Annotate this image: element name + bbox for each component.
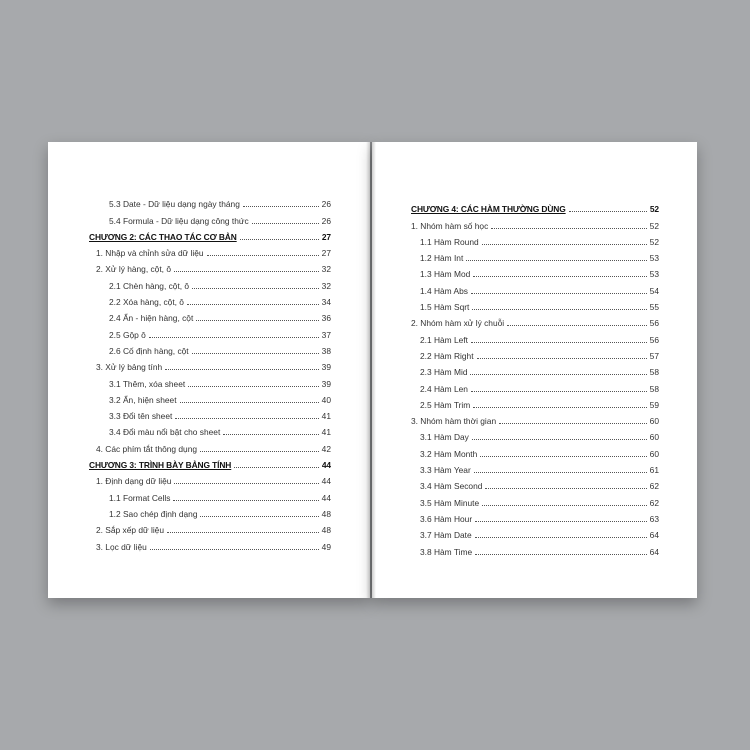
dot-leader — [207, 254, 319, 256]
toc-entry-title: 3.1 Hàm Day — [420, 432, 469, 443]
toc-entry — [372, 442, 697, 458]
toc-entry — [48, 421, 370, 437]
toc-entry-title: 1.4 Hàm Abs — [420, 285, 468, 296]
dot-leader — [499, 422, 647, 424]
dot-leader — [480, 455, 646, 457]
dot-leader — [174, 482, 318, 484]
toc-entry — [48, 519, 370, 535]
toc-entry-page-number: 64 — [649, 546, 659, 557]
toc-entry-title: 3.4 Đổi màu nổi bật cho sheet — [109, 427, 221, 438]
toc-entry-page-number: 56 — [649, 334, 659, 345]
toc-entry-page-number: 26 — [321, 199, 331, 210]
dot-leader — [243, 205, 319, 207]
left-page — [48, 142, 370, 598]
toc-entry — [48, 209, 370, 225]
toc-entry — [48, 274, 370, 290]
dot-leader — [482, 504, 647, 506]
toc-entry — [372, 263, 697, 279]
dot-leader — [472, 308, 646, 310]
toc-entry-title: 2.1 Chèn hàng, cột, ô — [109, 280, 190, 291]
toc-entry-title: 1.1 Hàm Round — [420, 236, 479, 247]
dot-leader — [192, 287, 319, 289]
toc-entry-title: 3.2 Ẩn, hiện sheet — [109, 394, 177, 405]
toc-entry-page-number: 57 — [649, 350, 659, 361]
toc-entry-title: 3.2 Hàm Month — [420, 448, 478, 459]
table-of-contents-right — [372, 198, 697, 557]
toc-entry-page-number: 59 — [649, 399, 659, 410]
dot-leader — [472, 438, 647, 440]
dot-leader — [485, 487, 646, 489]
toc-entry-title: 2. Nhóm hàm xử lý chuỗi — [411, 318, 505, 329]
toc-entry — [372, 491, 697, 507]
toc-entry-title: 3. Lọc dữ liệu — [96, 541, 147, 552]
toc-entry-title: 1. Nhập và chỉnh sửa dữ liệu — [96, 248, 204, 259]
toc-entry-title: 3. Xử lý bảng tính — [96, 362, 163, 373]
table-of-contents-left — [48, 193, 370, 552]
dot-leader — [149, 336, 319, 338]
dot-leader — [473, 275, 646, 277]
toc-entry — [372, 214, 697, 230]
toc-entry-title: CHƯƠNG 2: CÁC THAO TÁC CƠ BẢN — [89, 231, 237, 242]
toc-entry-page-number: 58 — [649, 383, 659, 394]
toc-entry-page-number: 58 — [649, 367, 659, 378]
dot-leader — [471, 292, 647, 294]
toc-entry — [372, 328, 697, 344]
toc-chapter-heading — [48, 454, 370, 470]
toc-entry-page-number: 52 — [649, 220, 659, 231]
toc-entry-title: 2.5 Hàm Trim — [420, 399, 471, 410]
toc-entry-page-number: 44 — [321, 492, 331, 503]
toc-entry-page-number: 27 — [321, 248, 331, 259]
toc-entry — [48, 405, 370, 421]
right-page — [372, 142, 697, 598]
toc-entry — [372, 377, 697, 393]
toc-chapter-heading — [48, 226, 370, 242]
toc-entry — [372, 475, 697, 491]
toc-entry — [48, 242, 370, 258]
toc-entry-title: 2.4 Ẩn - hiện hàng, cột — [109, 313, 194, 324]
toc-entry-title: 2.3 Hàm Mid — [420, 367, 468, 378]
dot-leader — [188, 385, 318, 387]
toc-entry — [48, 307, 370, 323]
toc-entry-page-number: 41 — [321, 411, 331, 422]
toc-entry — [48, 372, 370, 388]
toc-entry — [372, 508, 697, 524]
dot-leader — [507, 324, 647, 326]
dot-leader — [200, 515, 318, 517]
dot-leader — [471, 341, 647, 343]
dot-leader — [165, 368, 319, 370]
dot-leader — [569, 210, 647, 212]
dot-leader — [234, 466, 319, 468]
toc-entry — [372, 361, 697, 377]
toc-entry-page-number: 53 — [649, 253, 659, 264]
dot-leader — [471, 390, 647, 392]
toc-entry — [48, 291, 370, 307]
toc-entry-page-number: 56 — [649, 318, 659, 329]
toc-entry — [372, 394, 697, 410]
toc-entry-title: 3.3 Hàm Year — [420, 465, 471, 476]
toc-entry — [372, 279, 697, 295]
toc-entry-title: 2.6 Cố định hàng, cột — [109, 345, 189, 356]
toc-chapter-heading — [372, 198, 697, 214]
toc-entry — [372, 524, 697, 540]
dot-leader — [473, 406, 646, 408]
toc-entry-title: 2.5 Gộp ô — [109, 329, 146, 340]
toc-entry-page-number: 49 — [321, 541, 331, 552]
toc-entry-title: 3.4 Hàm Second — [420, 481, 483, 492]
toc-entry-page-number: 48 — [321, 525, 331, 536]
toc-entry-page-number: 39 — [321, 378, 331, 389]
toc-entry-page-number: 38 — [321, 345, 331, 356]
toc-entry-page-number: 52 — [649, 236, 659, 247]
dot-leader — [475, 553, 647, 555]
toc-entry — [48, 258, 370, 274]
toc-entry-page-number: 53 — [649, 269, 659, 280]
dot-leader — [475, 536, 647, 538]
dot-leader — [167, 531, 319, 533]
toc-entry-title: 3. Nhóm hàm thời gian — [411, 416, 497, 427]
dot-leader — [474, 471, 647, 473]
dot-leader — [477, 357, 647, 359]
toc-entry — [372, 426, 697, 442]
toc-entry-title: 1.3 Hàm Mod — [420, 269, 471, 280]
toc-entry — [48, 535, 370, 551]
dot-leader — [466, 259, 646, 261]
toc-entry — [372, 296, 697, 312]
dot-leader — [150, 548, 319, 550]
toc-entry — [48, 340, 370, 356]
dot-leader — [482, 243, 647, 245]
toc-entry-page-number: 52 — [649, 204, 659, 215]
toc-entry — [372, 540, 697, 556]
toc-entry-page-number: 34 — [321, 297, 331, 308]
toc-entry-title: 1.2 Hàm Int — [420, 253, 464, 264]
dot-leader — [180, 401, 319, 403]
toc-entry — [48, 356, 370, 372]
toc-entry-page-number: 44 — [321, 476, 331, 487]
toc-entry-title: CHƯƠNG 3: TRÌNH BÀY BẢNG TÍNH — [89, 460, 232, 471]
toc-entry-title: 2.2 Hàm Right — [420, 350, 474, 361]
toc-entry-title: 1. Nhóm hàm số học — [411, 220, 489, 231]
toc-entry — [48, 323, 370, 339]
toc-entry-title: 1.2 Sao chép định dạng — [109, 508, 198, 519]
toc-entry-page-number: 41 — [321, 427, 331, 438]
toc-entry-page-number: 63 — [649, 513, 659, 524]
dot-leader — [174, 270, 319, 272]
toc-entry — [48, 193, 370, 209]
dot-leader — [252, 222, 319, 224]
toc-entry-page-number: 62 — [649, 481, 659, 492]
toc-entry-title: 5.3 Date - Dữ liệu dạng ngày tháng — [109, 199, 240, 210]
toc-entry-title: 3.8 Hàm Time — [420, 546, 473, 557]
toc-entry-page-number: 39 — [321, 362, 331, 373]
toc-entry-title: 1. Định dạng dữ liệu — [96, 476, 172, 487]
toc-entry — [372, 231, 697, 247]
dot-leader — [223, 433, 318, 435]
toc-entry-title: 3.5 Hàm Minute — [420, 497, 480, 508]
dot-leader — [470, 373, 646, 375]
toc-entry — [372, 247, 697, 263]
toc-entry-page-number: 26 — [321, 215, 331, 226]
toc-entry-page-number: 60 — [649, 416, 659, 427]
toc-entry — [372, 345, 697, 361]
toc-entry-page-number: 44 — [321, 460, 331, 471]
dot-leader — [173, 499, 318, 501]
dot-leader — [187, 303, 319, 305]
toc-entry-page-number: 36 — [321, 313, 331, 324]
dot-leader — [196, 319, 318, 321]
dot-leader — [200, 450, 319, 452]
toc-entry-title: 4. Các phím tắt thông dụng — [96, 443, 198, 454]
toc-entry-title: 3.6 Hàm Hour — [420, 513, 473, 524]
toc-entry — [48, 389, 370, 405]
toc-entry — [372, 459, 697, 475]
toc-entry-title: CHƯƠNG 4: CÁC HÀM THƯỜNG DÙNG — [411, 204, 566, 215]
toc-entry — [48, 470, 370, 486]
toc-entry-title: 3.7 Hàm Date — [420, 530, 472, 541]
toc-entry-page-number: 40 — [321, 394, 331, 405]
toc-entry — [48, 503, 370, 519]
toc-entry-title: 1.5 Hàm Sqrt — [420, 302, 470, 313]
toc-entry-page-number: 42 — [321, 443, 331, 454]
dot-leader — [491, 227, 646, 229]
toc-entry — [48, 437, 370, 453]
toc-entry-title: 2. Sắp xếp dữ liệu — [96, 525, 164, 536]
toc-entry — [372, 312, 697, 328]
toc-entry-title: 2.1 Hàm Left — [420, 334, 468, 345]
toc-entry-title: 2.2 Xóa hàng, cột, ô — [109, 297, 184, 308]
toc-entry — [372, 410, 697, 426]
toc-entry-page-number: 32 — [321, 264, 331, 275]
toc-entry-title: 3.3 Đổi tên sheet — [109, 411, 173, 422]
toc-entry — [48, 486, 370, 502]
toc-entry-title: 2.4 Hàm Len — [420, 383, 468, 394]
toc-entry-page-number: 48 — [321, 508, 331, 519]
toc-entry-title: 1.1 Format Cells — [109, 492, 171, 503]
toc-entry-page-number: 64 — [649, 530, 659, 541]
toc-entry-page-number: 60 — [649, 448, 659, 459]
dot-leader — [192, 352, 319, 354]
dot-leader — [175, 417, 318, 419]
toc-entry-page-number: 55 — [649, 302, 659, 313]
toc-entry-page-number: 27 — [321, 231, 331, 242]
dot-leader — [240, 238, 319, 240]
toc-entry-page-number: 60 — [649, 432, 659, 443]
toc-entry-page-number: 37 — [321, 329, 331, 340]
toc-entry-page-number: 62 — [649, 497, 659, 508]
toc-entry-page-number: 54 — [649, 285, 659, 296]
dot-leader — [475, 520, 647, 522]
toc-entry-page-number: 32 — [321, 280, 331, 291]
toc-entry-page-number: 61 — [649, 465, 659, 476]
toc-entry-title: 2. Xử lý hàng, cột, ô — [96, 264, 171, 275]
toc-entry-title: 3.1 Thêm, xóa sheet — [109, 378, 186, 389]
toc-entry-title: 5.4 Formula - Dữ liệu dạng công thức — [109, 215, 249, 226]
